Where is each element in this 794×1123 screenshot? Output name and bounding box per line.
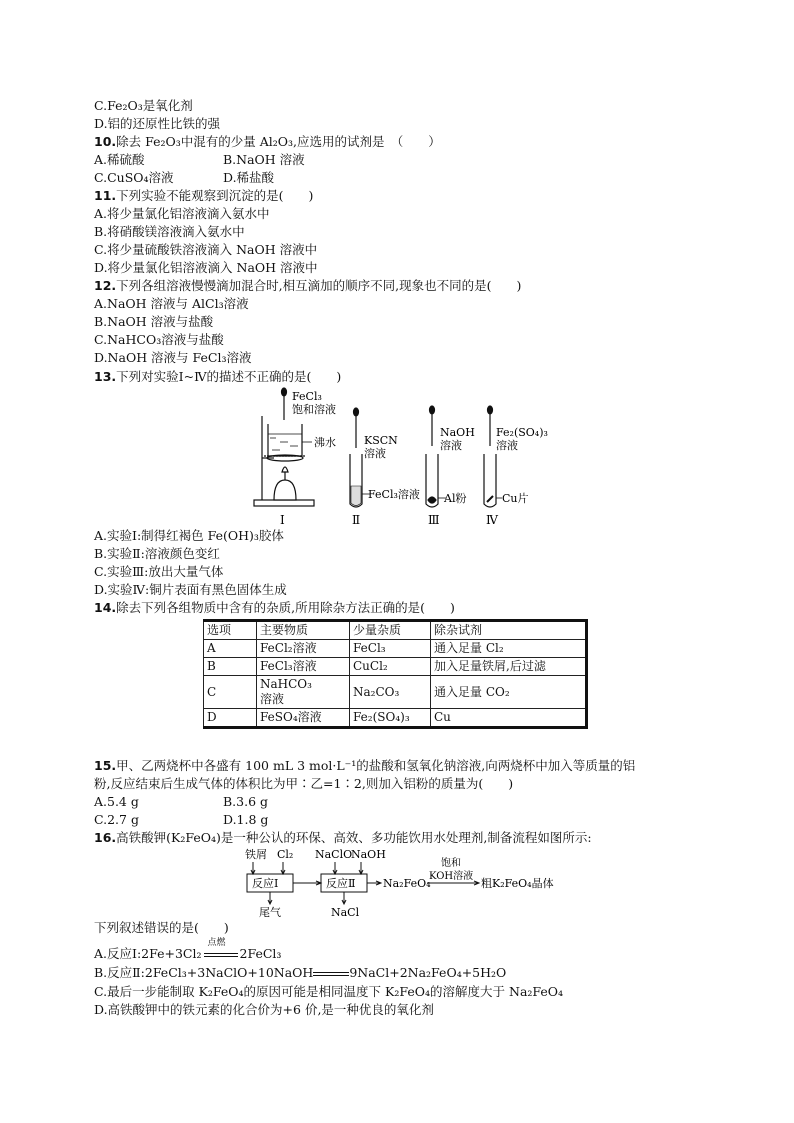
exp-i-reagent-line1: FeCl₃ — [292, 390, 322, 403]
q15-options-cd — [94, 811, 269, 829]
table-cell: B — [204, 658, 257, 676]
q13-option-a: A.实验Ⅰ:制得红褐色 Fe(OH)₃胶体 — [94, 528, 284, 543]
table-header-cell: 少量杂质 — [350, 621, 431, 640]
q16-option-d: D.高铁酸钾中的铁元素的化合价为+6 价,是一种优良的氧化剂 — [94, 1002, 434, 1017]
equals-sign — [204, 953, 238, 957]
table-cell: NaHCO₃ 溶液 — [257, 676, 350, 709]
q14-stem — [94, 599, 455, 617]
exp-iii-label: Ⅲ — [428, 513, 440, 527]
table-cell: FeCl₂溶液 — [257, 640, 350, 658]
q16-stem — [94, 829, 592, 847]
table-row — [204, 640, 587, 658]
q15-number: 15. — [94, 758, 117, 773]
exp-i-water-label: 沸水 — [314, 436, 336, 449]
flow-condition-2: KOH溶液 — [429, 871, 474, 882]
q11-option-a: A.将少量氯化铝溶液滴入氨水中 — [94, 206, 270, 221]
table-cell: Na₂CO₃ — [350, 676, 431, 709]
table-header-cell: 主要物质 — [257, 621, 350, 640]
q9-option-c: C.Fe₂O₃是氧化剂 — [94, 98, 193, 113]
table-row — [204, 658, 587, 676]
q13-apparatus-figure — [240, 386, 550, 528]
ignition-condition — [202, 938, 240, 963]
q15-option-c: C.2.7 g — [94, 812, 139, 827]
exp-iv-tube-label: Cu片 — [502, 492, 529, 505]
flow-box1-label: 反应Ⅰ — [252, 877, 279, 890]
q13-number: 13. — [94, 369, 117, 384]
exp-i-reagent-line2: 饱和溶液 — [292, 403, 336, 416]
q15-stem-text1: 甲、乙两烧杯中各盛有 100 mL 3 mol·L⁻¹的盐酸和氢氧化钠溶液,向两烧杯中加入等质量的铝 — [116, 758, 636, 773]
table-header-cell: 选项 — [204, 621, 257, 640]
flow-output-nacl: NaCl — [331, 906, 360, 918]
q14-stem-text: 除去下列各组物质中含有的杂质,所用除杂方法正确的是( ) — [116, 600, 455, 615]
q13-option-b: B.实验Ⅱ:溶液颜色变红 — [94, 546, 220, 561]
q11-option-d: D.将少量氯化铝溶液滴入 NaOH 溶液中 — [94, 260, 318, 275]
q10-number: 10. — [94, 134, 117, 149]
experiment-iii-apparatus — [426, 406, 446, 507]
table-cell: 通入足量 CO₂ — [431, 676, 587, 709]
q15-option-a: A.5.4 g — [94, 794, 139, 809]
exp-i-label: Ⅰ — [280, 513, 285, 527]
table-cell: 加入足量铁屑,后过滤 — [431, 658, 587, 676]
q15-option-d: D.1.8 g — [223, 812, 269, 827]
table-cell: C — [204, 676, 257, 709]
q11-stem-text: 下列实验不能观察到沉淀的是( ) — [116, 188, 314, 203]
table-cell: 通入足量 Cl₂ — [431, 640, 587, 658]
ignition-label: 点燃 — [207, 938, 226, 948]
exp-iv-reagent-line2: 溶液 — [496, 439, 518, 452]
q10-stem-text: 除去 Fe₂O₃中混有的少量 Al₂O₃,应选用的试剂是 （ ） — [116, 134, 441, 149]
q12-stem — [94, 277, 521, 295]
flow-input-naoh: NaOH — [351, 848, 386, 861]
flow-input-iron: 铁屑 — [245, 848, 267, 861]
q11-stem — [94, 187, 313, 205]
q10-stem — [94, 133, 441, 151]
q16-option-a — [94, 938, 282, 963]
q13-option-d: D.实验Ⅳ:铜片表面有黑色固体生成 — [94, 582, 287, 597]
flow-box2-label: 反应Ⅱ — [326, 877, 356, 890]
experiment-iv-apparatus — [484, 406, 502, 507]
q16-option-b-left: B.反应Ⅱ:2FeCl₃+3NaClO+10NaOH — [94, 965, 314, 980]
flow-intermediate: Na₂FeO₄ — [383, 877, 431, 890]
table-cell: A — [204, 640, 257, 658]
q15-options-ab — [94, 793, 269, 811]
table-cell: D — [204, 709, 257, 728]
q10-option-a: A.稀硫酸 — [94, 152, 145, 167]
q12-stem-text: 下列各组溶液慢慢滴加混合时,相互滴加的顺序不同,现象也不同的是( ) — [116, 278, 522, 293]
q11-number: 11. — [94, 188, 117, 203]
table-header-cell: 除杂试剂 — [431, 621, 587, 640]
exp-iv-label: Ⅳ — [486, 513, 498, 527]
q10-option-d: D.稀盐酸 — [223, 170, 275, 185]
q12-option-d: D.NaOH 溶液与 FeCl₃溶液 — [94, 350, 252, 365]
exp-ii-reagent-line1: KSCN — [364, 434, 398, 447]
table-header-row — [204, 621, 587, 640]
exp-iii-reagent-line2: 溶液 — [440, 439, 462, 452]
exp-ii-label: Ⅱ — [352, 513, 361, 527]
table-cell: FeCl₃ — [350, 640, 431, 658]
q16-flow-diagram — [235, 846, 565, 918]
q16-stem-text: 高铁酸钾(K₂FeO₄)是一种公认的环保、高效、多功能饮用水处理剂,制备流程如图所示: — [116, 830, 592, 845]
exp-iii-tube-label: Al粉 — [444, 492, 467, 505]
exp-ii-reagent-line2: 溶液 — [364, 447, 386, 460]
table-row — [204, 709, 587, 728]
flow-input-cl2: Cl₂ — [277, 848, 294, 861]
q16-number: 16. — [94, 830, 117, 845]
q10-options-ab — [94, 151, 305, 169]
q13-option-c: C.实验Ⅲ:放出大量气体 — [94, 564, 224, 579]
q11-option-b: B.将硝酸镁溶液滴入氨水中 — [94, 224, 245, 239]
q16-option-a-left: A.反应Ⅰ:2Fe+3Cl₂ — [94, 946, 202, 961]
table-cell: FeCl₃溶液 — [257, 658, 350, 676]
q10-option-b: B.NaOH 溶液 — [223, 152, 305, 167]
q16-option-c: C.最后一步能制取 K₂FeO₄的原因可能是相同温度下 K₂FeO₄的溶解度大于 Na₂FeO₄ — [94, 984, 564, 999]
exp-iii-reagent-line1: NaOH — [440, 426, 475, 439]
table-row — [204, 676, 587, 709]
q11-option-c: C.将少量硫酸铁溶液滴入 NaOH 溶液中 — [94, 242, 318, 257]
exp-ii-tube-label: FeCl₃溶液 — [368, 488, 420, 501]
flow-product: 粗K₂FeO₄晶体 — [481, 877, 554, 890]
q12-option-c: C.NaHCO₃溶液与盐酸 — [94, 332, 224, 347]
q15-option-b: B.3.6 g — [223, 794, 269, 809]
q15-stem-line2: 粉,反应结束后生成气体的体积比为甲∶乙=1∶2,则加入铝粉的质量为( ) — [94, 776, 514, 791]
flow-output-tailgas: 尾气 — [259, 906, 281, 918]
q10-option-c: C.CuSO₄溶液 — [94, 170, 174, 185]
table-cell: Cu — [431, 709, 587, 728]
q13-stem — [94, 368, 341, 386]
exp-iv-reagent-line1: Fe₂(SO₄)₃ — [496, 426, 548, 439]
q16-option-b — [94, 964, 506, 982]
q9-option-d: D.铝的还原性比铁的强 — [94, 116, 221, 131]
equals-sign — [313, 972, 349, 976]
flow-condition-1: 饱和 — [441, 858, 461, 869]
table-cell: Fe₂(SO₄)₃ — [350, 709, 431, 728]
q15-stem-line1 — [94, 757, 635, 775]
q16-follow-stem: 下列叙述错误的是( ) — [94, 920, 229, 935]
q16-option-a-right: 2FeCl₃ — [239, 946, 282, 961]
table-cell: CuCl₂ — [350, 658, 431, 676]
q13-stem-text: 下列对实验Ⅰ~Ⅳ的描述不正确的是( ) — [116, 369, 342, 384]
q14-number: 14. — [94, 600, 117, 615]
table-cell: FeSO₄溶液 — [257, 709, 350, 728]
q14-table — [203, 619, 588, 729]
flow-input-naclo: NaClO — [315, 848, 353, 861]
q12-number: 12. — [94, 278, 117, 293]
q10-options-cd — [94, 169, 275, 187]
q16-option-b-right: 9NaCl+2Na₂FeO₄+5H₂O — [349, 965, 507, 980]
q12-option-b: B.NaOH 溶液与盐酸 — [94, 314, 214, 329]
q12-option-a: A.NaOH 溶液与 AlCl₃溶液 — [94, 296, 249, 311]
